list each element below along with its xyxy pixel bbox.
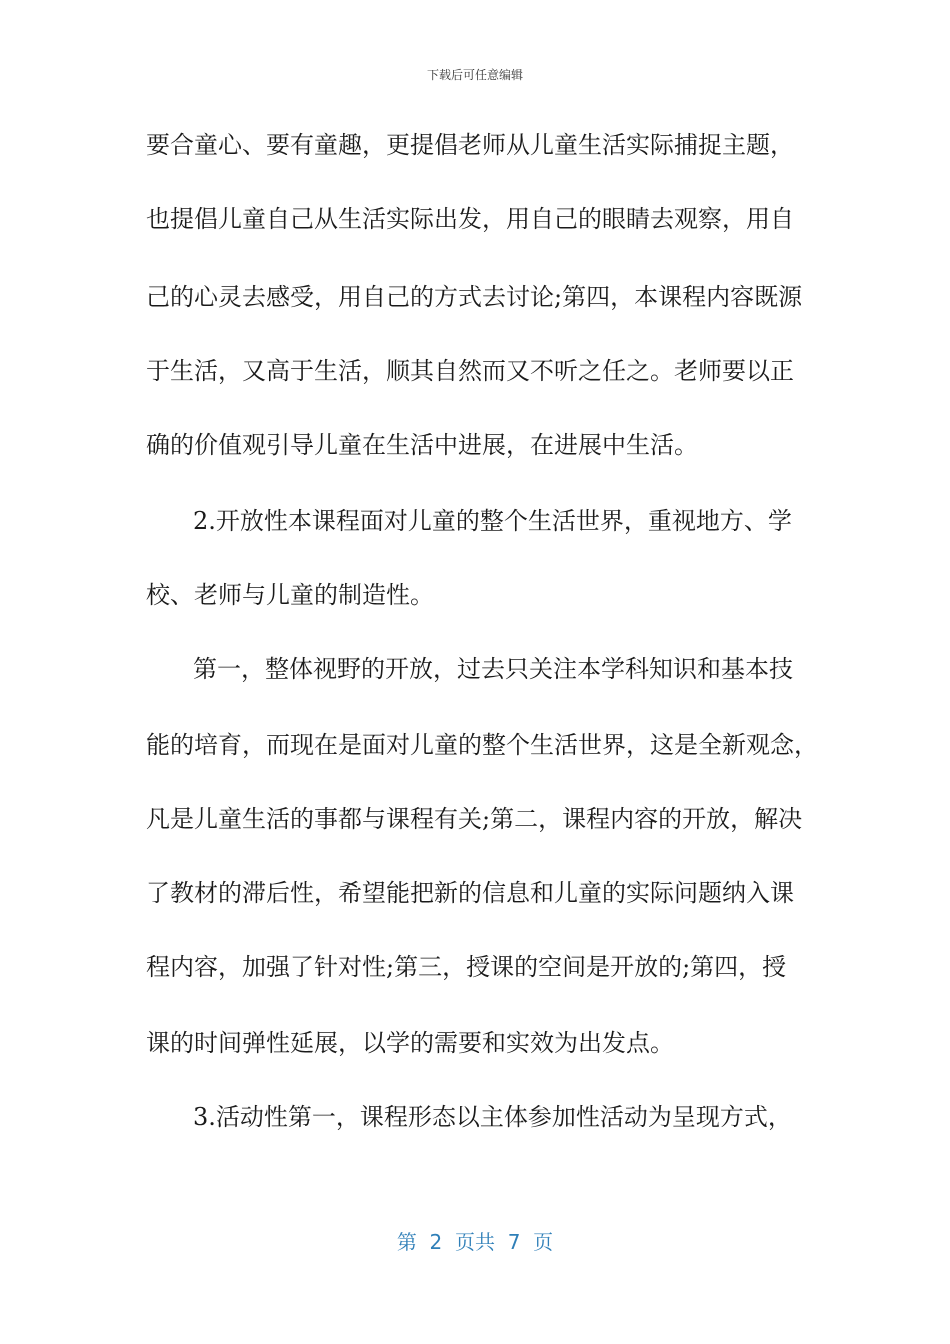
page-number-footer: 第 2 页共 7 页 [396, 1230, 554, 1254]
body-line-1: 要合童心、要有童趣，更提倡老师从儿童生活实际捕捉主题， [146, 131, 794, 159]
body-line-13: 课的时间弹性延展，以学的需要和实效为出发点。 [146, 1029, 674, 1057]
body-line-7: 校、老师与儿童的制造性。 [146, 581, 434, 609]
body-line-9: 能的培育，而现在是面对儿童的整个生活世界，这是全新观念， [146, 731, 818, 759]
body-line-10: 凡是儿童生活的事都与课程有关;第二，课程内容的开放，解决 [146, 805, 803, 833]
body-line-4: 于生活，又高于生活，顺其自然而又不听之任之。老师要以正 [146, 357, 794, 385]
body-line-8: 第一，整体视野的开放，过去只关注本学科知识和基本技 [193, 655, 793, 683]
body-line-11: 了教材的滞后性，希望能把新的信息和儿童的实际问题纳入课 [146, 879, 794, 907]
page-header: 下载后可任意编辑 [426, 68, 523, 82]
body-line-5: 确的价值观引导儿童在生活中进展，在进展中生活。 [146, 431, 698, 459]
body-line-12: 程内容，加强了针对性;第三，授课的空间是开放的;第四，授 [146, 953, 787, 981]
body-line-2: 也提倡儿童自己从生活实际出发，用自己的眼睛去观察，用自 [146, 205, 794, 233]
body-line-3: 己的心灵去感受，用自己的方式去讨论;第四，本课程内容既源 [146, 283, 803, 311]
body-line-14: 3.活动性第一，课程形态以主体参加性活动为呈现方式， [193, 1103, 792, 1131]
body-line-6: 2.开放性本课程面对儿童的整个生活世界，重视地方、学 [193, 507, 792, 535]
